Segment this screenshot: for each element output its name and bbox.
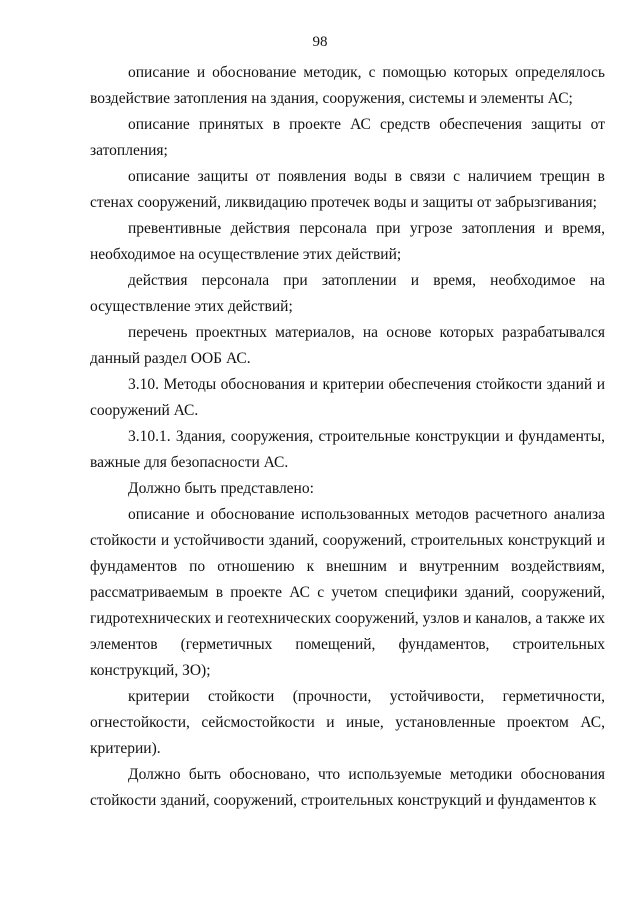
paragraph-must-be-justified: Должно быть обосновано, что используемые методики обоснования стойкости зданий, сооружений, строительных конструкций и фундаментов к [90,766,605,809]
paragraph-design-materials: перечень проектных материалов, на основе которых разрабатывался данный раздел ООБ АС. [90,324,605,367]
paragraph-preventive-actions: превентивные действия персонала при угрозе затопления и время, необходимое на осуществление этих действий; [90,220,605,263]
paragraph-flooding-methods: описание и обоснование методик, с помощью которых определялось воздействие затопления на здания, сооружения, системы и элементы АС; [90,64,605,107]
paragraph-protection-means: описание принятых в проекте АС средств обеспечения защиты от затопления; [90,116,605,159]
paragraph-resistance-criteria: критерии стойкости (прочности, устойчивости, герметичности, огнестойкости, сейсмостойкости и иные, установленные проектом АС, критерии). [90,688,605,757]
paragraph-staff-actions: действия персонала при затоплении и время, необходимое на осуществление этих действий; [90,272,605,315]
section-heading-3-10-1: 3.10.1. Здания, сооружения, строительные конструкции и фундаменты, важные для безопасности АС. [90,428,605,471]
paragraph-calculation-methods: описание и обоснование использованных методов расчетного анализа стойкости и устойчивости зданий, сооружений, строительных конструкций и фундаментов по отношению к внешним и внутренним воздействиям, рассматриваемым в проекте АС с учетом специфики зданий, сооружений, гидротехнических и геотехнических сооружений, узлов и каналов, а также их элементов (герметичных помещений, фундаментов, строительных конструкций, ЗО); [90,506,605,679]
paragraph-must-be-presented: Должно быть представлено: [128,480,314,497]
page-number: 98 [312,34,328,50]
document-body [90,60,605,814]
paragraph-crack-protection: описание защиты от появления воды в связи с наличием трещин в стенах сооружений, ликвидацию протечек воды и защиты от забрызгивания; [90,168,605,211]
section-heading-3-10: 3.10. Методы обоснования и критерии обеспечения стойкости зданий и сооружений АС. [90,376,605,419]
